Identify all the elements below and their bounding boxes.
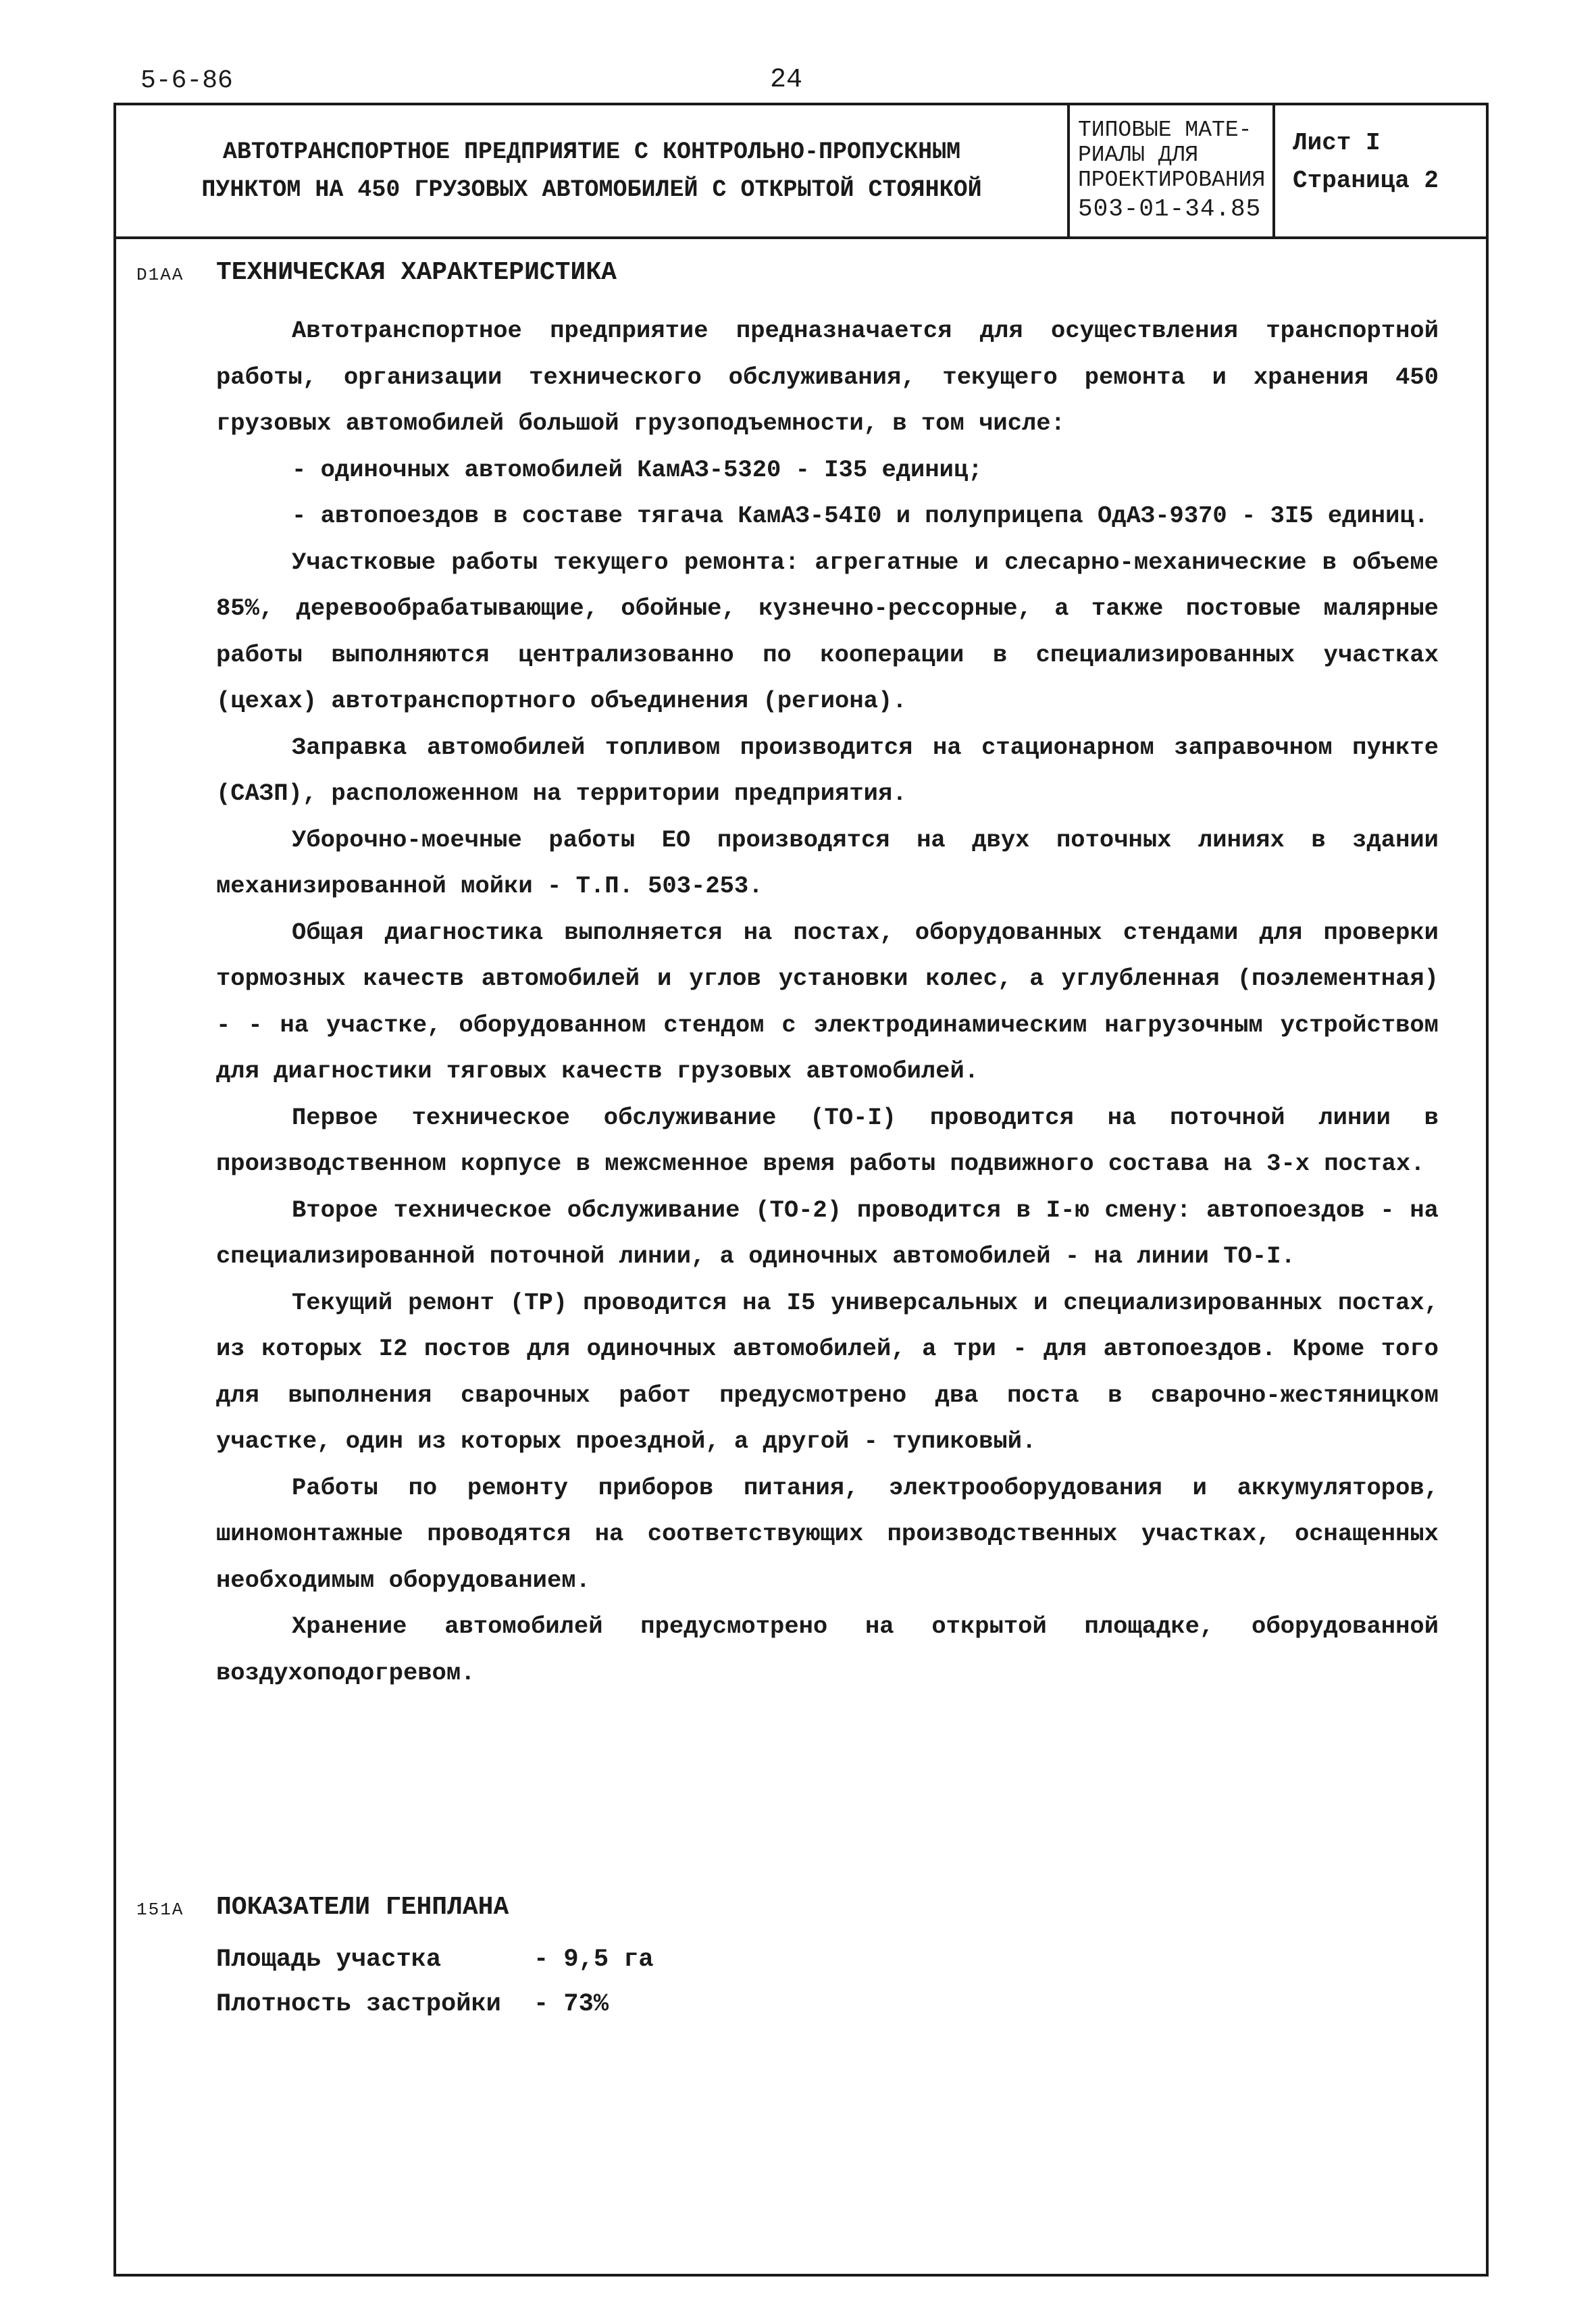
paragraph: Второе техническое обслуживание (ТО-2) проводится в I-ю смену: автопоездов - на специализированной поточной линии, а одиночных автомобилей - на линии ТО-I. (216, 1196, 1439, 1270)
title-block (116, 105, 1486, 239)
list-item: - автопоездов в составе тягача КамАЗ-54I0 и полуприцепа ОдАЗ-9370 - 3I5 единиц. (292, 502, 1428, 530)
page-frame (113, 103, 1489, 2277)
typical-materials-line-2: РИАЛЫ ДЛЯ (1078, 143, 1199, 168)
indicator-value: - 9,5 га (534, 1946, 654, 1974)
sheet-cell (1275, 105, 1486, 236)
paragraph: Текущий ремонт (ТР) проводится на I5 универсальных и специализированных постах, из которых I2 постов для одиночных автомобилей, а три - для автопоездов. Кроме того для выполнения сварочных работ предусмотрено два поста в сварочно-жестяницком участке, один из которых проездной, а другой - тупиковый. (216, 1288, 1439, 1455)
paragraph: Общая диагностика выполняется на постах, оборудованных стендами для проверки тормозных качеств автомобилей и углов установки колес, а углубленная (поэлементная) - - на участке, оборудованном стендом с электродинамическим нагрузочным устройством для диагностики тяговых качеств грузовых автомобилей. (216, 918, 1439, 1085)
indicator-row (216, 1982, 654, 2027)
section-code-genplan: 151A (136, 1900, 184, 1920)
indicator-label: Площадь участка (216, 1946, 442, 1974)
sheet-page: Страница 2 (1293, 167, 1439, 195)
indicator-label: Плотность застройки (216, 1990, 501, 2018)
section-title-genplan: ПОКАЗАТЕЛИ ГЕНПЛАНА (216, 1893, 509, 1922)
typical-materials-line-1: ТИПОВЫЕ МАТЕ- (1078, 118, 1252, 143)
paragraph: Хранение автомобилей предусмотрено на открытой площадке, оборудованной воздухоподогревом. (216, 1612, 1439, 1687)
paragraph: Работы по ремонту приборов питания, электрооборудования и аккумуляторов, шиномонтажные проводятся на соответствующих производственных участках, оснащенных необходимым оборудованием. (216, 1473, 1439, 1594)
typical-materials-cell (1067, 105, 1275, 236)
indicator-row (216, 1937, 654, 1982)
sheet-number: Лист I (1293, 129, 1381, 157)
section-code-technical: D1AA (136, 265, 184, 285)
paragraph: Заправка автомобилей топливом производится на стационарном заправочном пункте (САЗП), расположенном на территории предприятия. (216, 733, 1439, 807)
paragraph: Уборочно-моечные работы ЕО производятся на двух поточных линиях в здании механизированной мойки - Т.П. 503-253. (216, 825, 1439, 900)
project-title-line-1: АВТОТРАНСПОРТНОЕ ПРЕДПРИЯТИЕ С КОНТРОЛЬНО-ПРОПУСКНЫМ (222, 138, 961, 166)
paragraph: Первое техническое обслуживание (ТО-I) проводится на поточной линии в производственном корпусе в межсменное время работы подвижного состава на 3-х постах. (216, 1103, 1439, 1177)
typical-materials-line-3: ПРОЕКТИРОВАНИЯ (1078, 168, 1266, 193)
project-title (116, 105, 1070, 236)
technical-description (216, 308, 1439, 1696)
page-number: 24 (770, 65, 803, 95)
list-item: - одиночных автомобилей КамАЗ-5320 - I35 единиц; (292, 455, 983, 484)
paragraph: Автотранспортное предприятие предназначается для осуществления транспортной работы, организации технического обслуживания, текущего ремонта и хранения 450 грузовых автомобилей большой грузоподъемности, в том числе: (216, 317, 1439, 437)
project-code: 503-01-34.85 (1078, 195, 1262, 223)
section-title-technical: ТЕХНИЧЕСКАЯ ХАРАКТЕРИСТИКА (216, 258, 617, 287)
document-code: 5-6-86 (140, 66, 233, 95)
genplan-indicators (216, 1937, 654, 2027)
paragraph: Участковые работы текущего ремонта: агрегатные и слесарно-механические в объеме 85%, деревообрабатывающие, обойные, кузнечно-рессорные, а также постовые малярные работы выполняются централизованно по кооперации в специализированных участках (цехах) автотранспортного объединения (региона). (216, 548, 1439, 715)
project-title-line-2: ПУНКТОМ НА 450 ГРУЗОВЫХ АВТОМОБИЛЕЙ С ОТКРЫТОЙ СТОЯНКОЙ (201, 176, 982, 203)
indicator-value: - 73% (534, 1990, 609, 2018)
